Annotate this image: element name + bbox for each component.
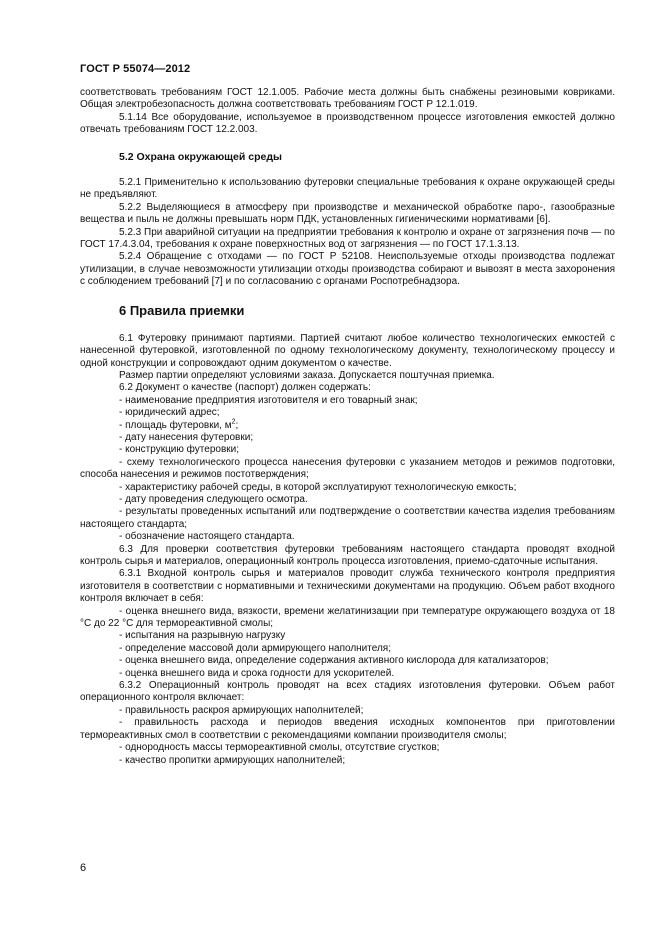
paragraph: 6.3.2 Операционный контроль проводят на всех стадиях изготовления футеровки. Объем работ операционного контроля включает:: [80, 680, 615, 704]
paragraph: 6.3.1 Входной контроль сырья и материалов проводит служба технического контроля предприятия изготовителя в соответствии с нормативными и техническими документами на продукцию. Объем работ входного контроля включает в себя:: [80, 568, 615, 605]
paragraph: Размер партии определяют условиями заказа. Допускается поштучная приемка.: [119, 369, 495, 381]
paragraph: 5.2.3 При аварийной ситуации на предприятии требования к контролю и охране от загрязнения почв — по ГОСТ 17.4.3.04, требования к охране поверхностных вод от загрязнения — по ГОСТ 17.1.3.13.: [80, 226, 615, 251]
page-number: 6: [80, 862, 87, 874]
list-item: - однородность массы термореактивной смолы, отсутствие сгустков;: [119, 742, 440, 754]
page-content: [80, 87, 615, 767]
list-item: - результаты проведенных испытаний или подтверждение о соответствии качества изделия требованиям настоящего стандарта;: [80, 506, 615, 530]
list-item: - определение массовой доли армирующего наполнителя;: [119, 642, 391, 654]
list-item: - оценка внешнего вида и срока годности для ускорителей.: [119, 667, 395, 679]
list-item: - юридический адрес;: [119, 407, 220, 419]
list-item: - качество пропитки армирующих наполнителей;: [119, 754, 346, 766]
paragraph: 5.2.1 Применительно к использованию футеровки специальные требования к охране окружающей среды не предъявляют.: [80, 177, 615, 201]
section-heading-6: 6 Правила приемки: [119, 302, 245, 318]
paragraph: 6.3 Для проверки соответствия футеровки требованиям настоящего стандарта проводят входной контроль сырья и материалов, операционный контроль процесса изготовления, приемо-сдаточные испытания.: [80, 543, 615, 567]
list-item: - схему технологического процесса нанесения футеровки с указанием методов и режимов подготовки, способа нанесения и режимов постотверждения;: [80, 456, 615, 481]
paragraph: 6.2 Документ о качестве (паспорт) должен содержать:: [119, 382, 371, 394]
paragraph: 6.1 Футеровку принимают партиями. Партией считают любое количество технологических емкостей с нанесенной футеровкой, изготовленной по одному технологическому документу, технологическому процессу и одной конструкции и сопровождают одним документом о качестве.: [80, 332, 615, 369]
paragraph: 5.2.2 Выделяющиеся в атмосферу при производстве и механической обработке паро-, газообразные вещества и пыль не должны превышать норм ПДК, установленных гигиеническими нормативами [6].: [80, 201, 615, 226]
list-item: - дату нанесения футеровки;: [119, 431, 254, 443]
list-item: - характеристику рабочей среды, в которой эксплуатируют технологическую емкость;: [119, 481, 517, 493]
list-item: - оценка внешнего вида, вязкости, времени желатинизации при температуре окружающего воздуха от 18 °С до 22 °С для термореактивной смолы;: [80, 605, 615, 630]
list-item-text: - площадь футеровки, м: [119, 419, 232, 431]
document-header: ГОСТ Р 55074—2012: [80, 63, 191, 75]
list-item: - испытания на разрывную нагрузку: [119, 630, 286, 642]
list-item: - наименование предприятия изготовителя и его товарный знак;: [119, 394, 418, 406]
list-item-tail: ;: [235, 419, 239, 431]
list-item: - правильность расхода и периодов введения исходных компонентов при приготовлении термореактивных смол в соответствии с рекомендациями компании производителя смолы;: [80, 717, 615, 741]
paragraph: соответствовать требованиям ГОСТ 12.1.005. Рабочие места должны быть снабжены резиновыми ковриками. Общая электробезопасность должна соответствовать требованиям ГОСТ Р 12.1.019.: [80, 87, 615, 111]
list-item: [80, 420, 615, 432]
superscript: 2: [231, 418, 236, 426]
list-item: - обозначение настоящего стандарта.: [119, 531, 295, 543]
paragraph: 5.1.14 Все оборудование, используемое в производственном процессе изготовления емкостей должно отвечать требованиям ГОСТ 12.2.003.: [80, 111, 615, 136]
section-heading-5-2: 5.2 Охрана окружающей среды: [119, 150, 282, 163]
list-item: - оценка внешнего вида, определение содержания активного кислорода для катализаторов;: [119, 655, 549, 667]
list-item: - конструкцию футеровки;: [119, 444, 239, 456]
paragraph: 5.2.4 Обращение с отходами — по ГОСТ Р 52108. Неиспользуемые отходы производства подлежат утилизации, в случае невозможности утилизации отходы производства собирают и вывозят в места захоронения с соблюдением требований [7] и по согласованию с органами Роспотребнадзора.: [80, 251, 615, 288]
list-item: - правильность раскроя армирующих наполнителей;: [119, 704, 364, 716]
list-item: - дату проведения следующего осмотра.: [119, 493, 308, 505]
